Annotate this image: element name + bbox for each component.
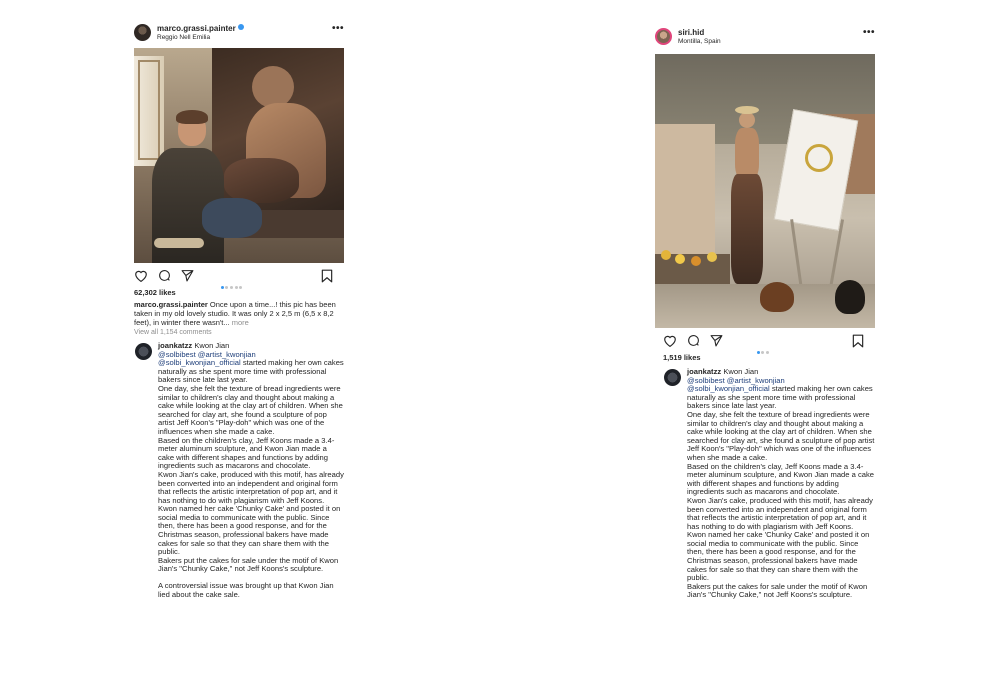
post-location[interactable]: Reggio Nell Emilia — [157, 34, 211, 41]
comment-icon[interactable] — [158, 269, 171, 282]
comment-p3: Based on the children's clay, Jeff Koons made a 3.4-meter aluminum sculpture, and Kwon Jian made a cake with different shapes and functions by adding ingredients such as macarons and chocolate. — [158, 435, 335, 471]
heart-icon[interactable] — [663, 334, 677, 347]
avatar[interactable] — [655, 28, 672, 45]
comment-p6: Bakers put the cakes for sale under the motif of Kwon Jian's "Chunky Cake," not Jeff Koons's sculpture. — [687, 581, 868, 600]
comment-p2: One day, she felt the texture of bread ingredients were similar to children's clay and thought about making a cake while looking at the clay art of children. When she searched for clay art, she found a sculpture of pop artist Jeff Koon's "Play-doh" which was one of the influences when she made a cake. — [158, 383, 343, 436]
post-header — [655, 26, 875, 50]
comment-mention[interactable]: @solbi_kwonjian_official — [687, 384, 770, 394]
comment-p3: Based on the children's clay, Jeff Koons made a 3.4-meter aluminum sculpture, and Kwon Jian made a cake with different shapes and functions by adding ingredients such as macarons and chocolate. — [687, 461, 874, 497]
comment-mentions[interactable]: @solbibest @artist_kwonjian — [687, 375, 785, 385]
post-username[interactable]: marco.grassi.painter — [157, 24, 244, 33]
comment — [663, 368, 875, 600]
post-actions — [655, 328, 875, 352]
comment-p7: A controversial issue was brought up that Kwon Jian lied about the cake sale. — [158, 581, 334, 599]
post-username[interactable]: siri.hid — [678, 28, 705, 37]
post-location[interactable]: Montilla, Spain — [678, 38, 721, 45]
like-count[interactable]: 62,302 likes — [134, 288, 176, 297]
comment-username[interactable]: joankatzz — [687, 367, 722, 376]
more-horizontal-icon[interactable]: ••• — [862, 27, 875, 38]
comment-p4: Kwon Jian's cake, produced with this motif, has already been converted into an independent and original form that reflects the artistic interpretation of pop art, and it has nothing to do with plagiarism with Jeff Koons. — [158, 469, 344, 505]
comment-username[interactable]: joankatzz — [158, 341, 193, 350]
verified-badge-icon — [238, 24, 244, 30]
caption-username[interactable]: marco.grassi.painter — [134, 300, 208, 309]
post-image[interactable] — [134, 48, 344, 263]
carousel-pager[interactable] — [756, 341, 770, 359]
comment-name: Kwon Jian — [723, 367, 759, 376]
caption-text: Once upon a time...! this pic has been taken in my old lovely studio. It was only 2 x 2,5 m (6,5 x 8,2 feet), in winter there wasn't... — [134, 300, 336, 327]
carousel-pager[interactable] — [220, 276, 243, 294]
comment-mention[interactable]: @solbi_kwonjian_official — [158, 358, 241, 368]
commenter-avatar[interactable] — [135, 343, 152, 360]
post-right — [655, 26, 875, 600]
comment-icon[interactable] — [687, 334, 700, 347]
comment — [134, 342, 344, 599]
bookmark-icon[interactable] — [852, 334, 864, 348]
bookmark-icon[interactable] — [321, 269, 333, 283]
post-actions — [134, 263, 344, 287]
heart-icon[interactable] — [134, 269, 148, 282]
like-count[interactable]: 1,519 likes — [663, 353, 701, 362]
comment-name: Kwon Jian — [194, 341, 230, 350]
caption-more-link[interactable]: more — [231, 318, 249, 327]
view-all-comments-link[interactable]: View all 1,154 comments — [134, 329, 212, 336]
send-icon[interactable] — [181, 269, 194, 282]
comment-p4: Kwon Jian's cake, produced with this motif, has already been converted into an independent and original form that reflects the artistic interpretation of pop art, and it has nothing to do with plagiarism with Jeff Koons. — [687, 495, 873, 531]
post-image[interactable] — [655, 54, 875, 328]
avatar[interactable] — [134, 24, 151, 41]
comment-p1: started making her own cakes naturally as she spent more time with professional bakers since late last year. — [687, 384, 873, 411]
comment-p5: Kwon named her cake 'Chunky Cake' and posted it on social media to communicate with the public. Since then, there has been a good response, and for the Christmas season, professional bakers have made cakes for sale so that they can share them with the public. — [158, 504, 341, 557]
send-icon[interactable] — [710, 334, 723, 347]
more-horizontal-icon[interactable]: ••• — [331, 23, 344, 34]
comment-mentions[interactable]: @solbibest @artist_kwonjian — [158, 349, 256, 359]
post-header — [134, 22, 344, 46]
comment-p1: started making her own cakes naturally as she spent more time with professional bakers since late last year. — [158, 358, 344, 385]
post-caption — [134, 300, 344, 327]
commenter-avatar[interactable] — [664, 369, 681, 386]
comment-p5: Kwon named her cake 'Chunky Cake' and posted it on social media to communicate with the public. Since then, there has been a good response, and for the Christmas season, professional bakers have made cakes for sale so that they can share them with the public. — [687, 530, 870, 583]
post-left — [134, 22, 344, 599]
comment-p2: One day, she felt the texture of bread ingredients were similar to children's clay and thought about making a cake while looking at the clay art of children. When she searched for clay art, she found a sculpture of pop artist Jeff Koon's "Play-doh" which was one of the influences when she made a cake. — [687, 409, 875, 462]
comment-p6: Bakers put the cakes for sale under the motif of Kwon Jian's "Chunky Cake," not Jeff Koons's sculpture. — [158, 555, 339, 574]
